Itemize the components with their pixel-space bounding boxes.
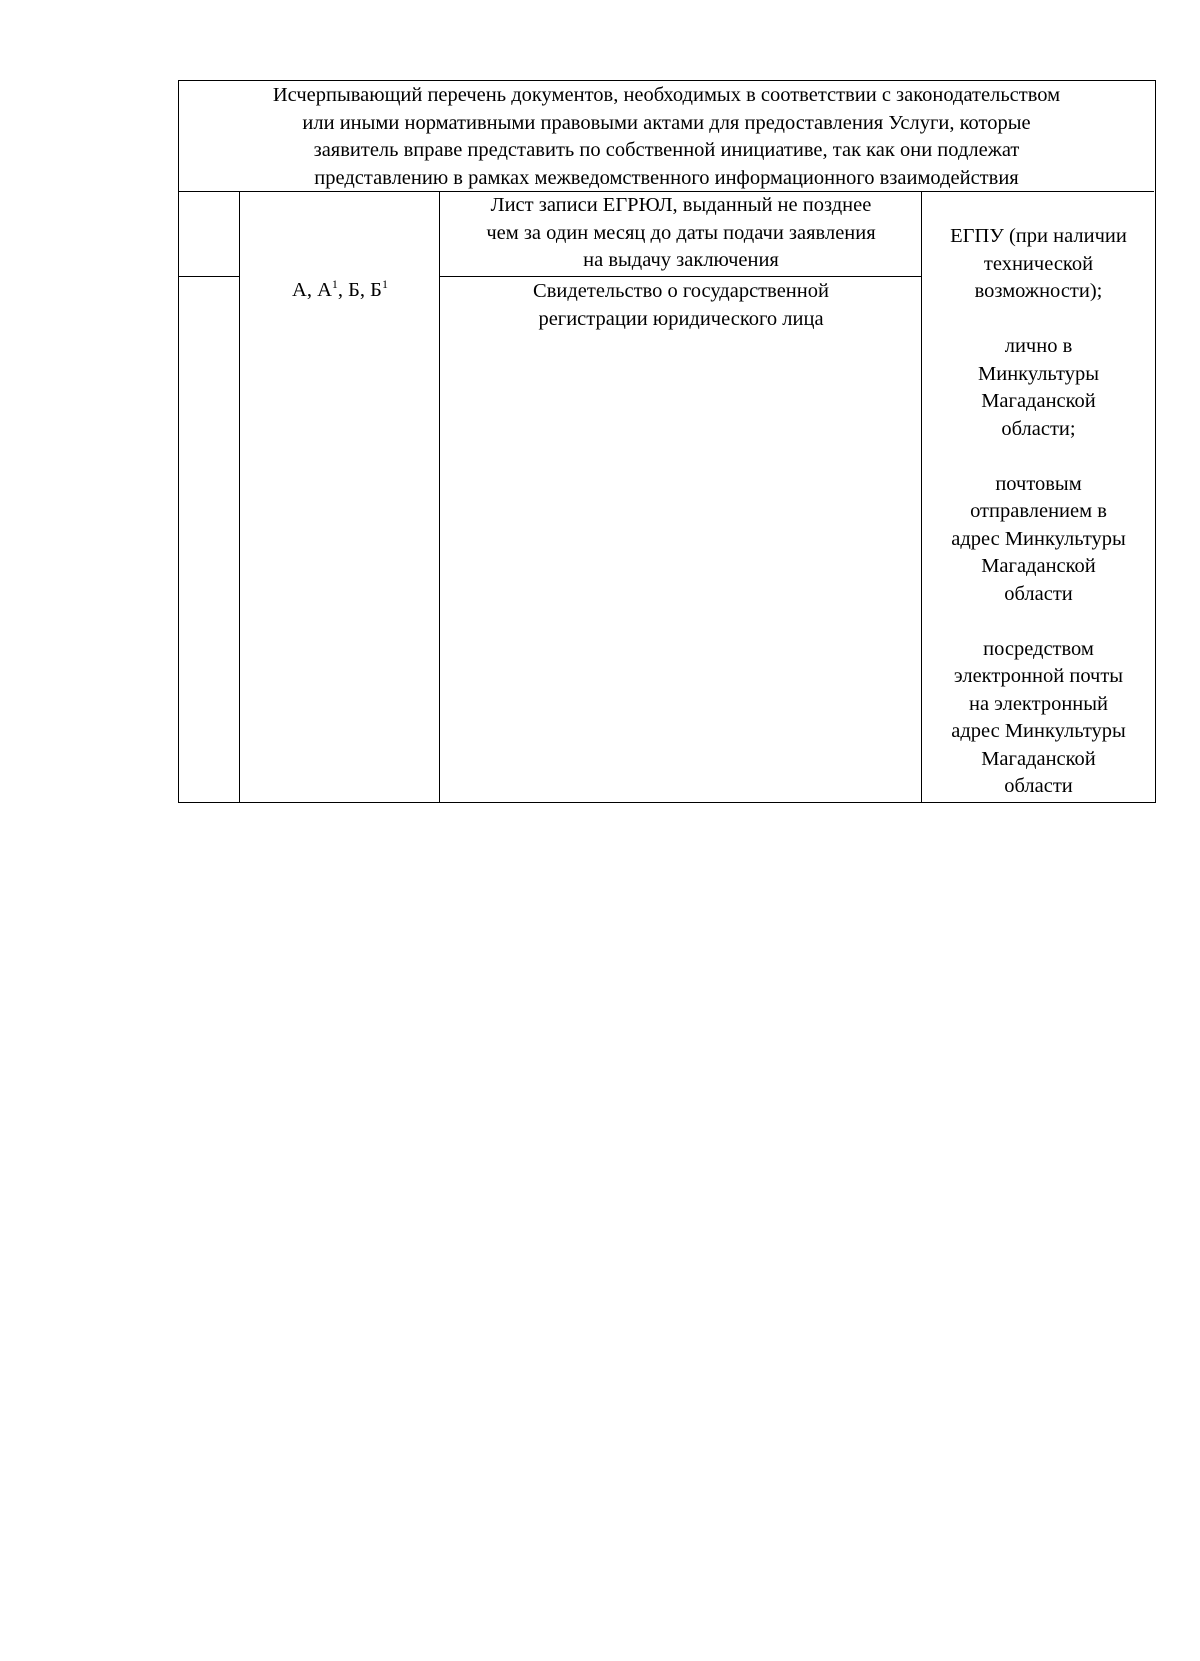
method-line: на электронный [968,692,1109,715]
method-line: посредством [983,637,1094,660]
method-line: лично в [1004,335,1073,357]
row-divider [179,276,239,277]
document-cell [441,278,921,333]
method-line: Минкультуры [978,362,1099,385]
method-line: электронной почты [953,665,1124,687]
documents-table [178,80,1156,803]
method-line: Магаданской [981,390,1096,412]
method-line: почтовым [995,472,1082,495]
header-line: или иными нормативными правовыми актами для предоставления Услуги, которые [302,111,1031,134]
applicant-category-text: , Б, Б [337,279,382,301]
method-line: области [1004,582,1073,605]
header-line: представлению в рамках межведомственного информационного взаимодействия [314,166,1019,189]
method-line: адрес Минкультуры [951,527,1126,550]
method-line: области; [1001,417,1076,440]
method-line: области [1004,775,1073,797]
document-line: чем за один месяц до даты подачи заявления [486,221,876,244]
method-line: технической [983,252,1094,275]
column-divider [239,192,240,802]
paragraph-gap [923,306,1154,334]
method-line: адрес Минкультуры [951,720,1126,742]
document-line: регистрации юридического лица [538,307,824,330]
document-cell [441,192,921,275]
paragraph-gap [923,443,1154,471]
document-line: Свидетельство о государственной [533,280,829,302]
submission-methods-cell [923,223,1154,801]
header-line: Исчерпывающий перечень документов, необходимых в соответствии с законодательством [272,84,1061,106]
row-divider [439,276,921,277]
method-line: отправлением в [970,500,1107,522]
document-line: на выдачу заключения [583,249,779,271]
paragraph-gap [923,608,1154,636]
document-line: Лист записи ЕГРЮЛ, выданный не позднее [490,194,872,216]
table-header-cell [179,81,1154,192]
method-line: возможности); [974,280,1103,302]
superscript: 1 [331,277,338,292]
method-line: Магаданской [981,555,1096,577]
applicant-category-text: А, А [292,279,332,301]
applicant-category-cell [241,277,439,305]
column-divider [439,192,440,802]
method-line: Магаданской [981,747,1096,770]
column-divider [921,192,922,802]
superscript: 1 [381,277,388,292]
method-line: ЕГПУ (при наличии [950,225,1127,247]
header-line: заявитель вправе представить по собственной инициативе, так как они подлежат [313,139,1020,161]
